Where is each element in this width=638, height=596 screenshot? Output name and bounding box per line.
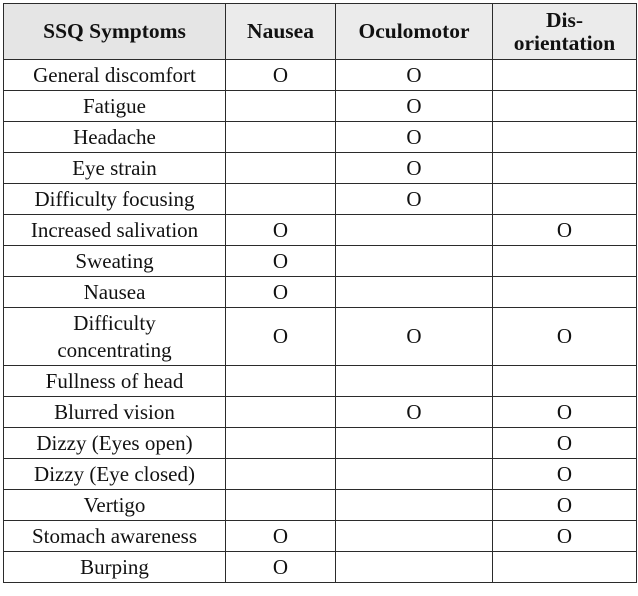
disorientation-mark (493, 122, 637, 153)
nausea-mark (226, 153, 336, 184)
table-row (4, 490, 637, 521)
symptom-cell: Blurred vision (4, 397, 226, 428)
nausea-mark: O (226, 552, 336, 583)
disorientation-mark: O (493, 428, 637, 459)
oculomotor-mark (336, 366, 493, 397)
symptom-cell: Headache (4, 122, 226, 153)
table-row (4, 91, 637, 122)
header-disorientation: Dis- orientation (493, 4, 637, 60)
header-ssq-symptoms: SSQ Symptoms (4, 4, 226, 60)
disorientation-mark: O (493, 490, 637, 521)
symptom-cell: Fatigue (4, 91, 226, 122)
header-nausea: Nausea (226, 4, 336, 60)
table-row (4, 459, 637, 490)
nausea-mark: O (226, 521, 336, 552)
table-row (4, 366, 637, 397)
nausea-mark (226, 366, 336, 397)
nausea-mark (226, 184, 336, 215)
symptom-cell: Difficulty focusing (4, 184, 226, 215)
oculomotor-mark: O (336, 122, 493, 153)
nausea-mark (226, 91, 336, 122)
oculomotor-mark (336, 521, 493, 552)
disorientation-mark (493, 552, 637, 583)
disorientation-mark: O (493, 397, 637, 428)
symptom-cell: General discomfort (4, 60, 226, 91)
disorientation-mark (493, 246, 637, 277)
oculomotor-mark (336, 490, 493, 521)
table-header (4, 4, 637, 60)
disorientation-mark (493, 91, 637, 122)
disorientation-mark (493, 277, 637, 308)
disorientation-mark: O (493, 308, 637, 366)
disorientation-mark (493, 60, 637, 91)
oculomotor-mark: O (336, 397, 493, 428)
table-row (4, 184, 637, 215)
table-row (4, 552, 637, 583)
nausea-mark (226, 397, 336, 428)
symptom-cell: Burping (4, 552, 226, 583)
disorientation-mark (493, 184, 637, 215)
table-row (4, 397, 637, 428)
symptom-cell: Difficulty concentrating (4, 308, 226, 366)
header-row (4, 4, 637, 60)
table-row (4, 308, 637, 366)
table-row (4, 277, 637, 308)
oculomotor-mark (336, 428, 493, 459)
table-body (4, 60, 637, 583)
symptom-cell: Dizzy (Eye closed) (4, 459, 226, 490)
nausea-mark (226, 428, 336, 459)
table-row (4, 428, 637, 459)
header-oculomotor: Oculomotor (336, 4, 493, 60)
nausea-mark: O (226, 308, 336, 366)
nausea-mark: O (226, 246, 336, 277)
nausea-mark (226, 490, 336, 521)
nausea-mark: O (226, 277, 336, 308)
ssq-symptom-table (3, 3, 637, 583)
symptom-cell: Nausea (4, 277, 226, 308)
disorientation-mark (493, 366, 637, 397)
disorientation-mark: O (493, 459, 637, 490)
oculomotor-mark (336, 215, 493, 246)
symptom-cell: Sweating (4, 246, 226, 277)
table-row (4, 153, 637, 184)
nausea-mark: O (226, 60, 336, 91)
oculomotor-mark: O (336, 60, 493, 91)
symptom-cell: Increased salivation (4, 215, 226, 246)
nausea-mark (226, 459, 336, 490)
oculomotor-mark: O (336, 153, 493, 184)
oculomotor-mark (336, 459, 493, 490)
disorientation-mark: O (493, 215, 637, 246)
disorientation-mark: O (493, 521, 637, 552)
symptom-cell: Vertigo (4, 490, 226, 521)
oculomotor-mark: O (336, 308, 493, 366)
table-row (4, 521, 637, 552)
oculomotor-mark (336, 552, 493, 583)
symptom-cell: Eye strain (4, 153, 226, 184)
oculomotor-mark: O (336, 91, 493, 122)
disorientation-mark (493, 153, 637, 184)
nausea-mark: O (226, 215, 336, 246)
table-row (4, 215, 637, 246)
table-row (4, 122, 637, 153)
oculomotor-mark (336, 246, 493, 277)
oculomotor-mark (336, 277, 493, 308)
symptom-cell: Dizzy (Eyes open) (4, 428, 226, 459)
symptom-cell: Fullness of head (4, 366, 226, 397)
table-row (4, 60, 637, 91)
nausea-mark (226, 122, 336, 153)
oculomotor-mark: O (336, 184, 493, 215)
table-row (4, 246, 637, 277)
symptom-cell: Stomach awareness (4, 521, 226, 552)
